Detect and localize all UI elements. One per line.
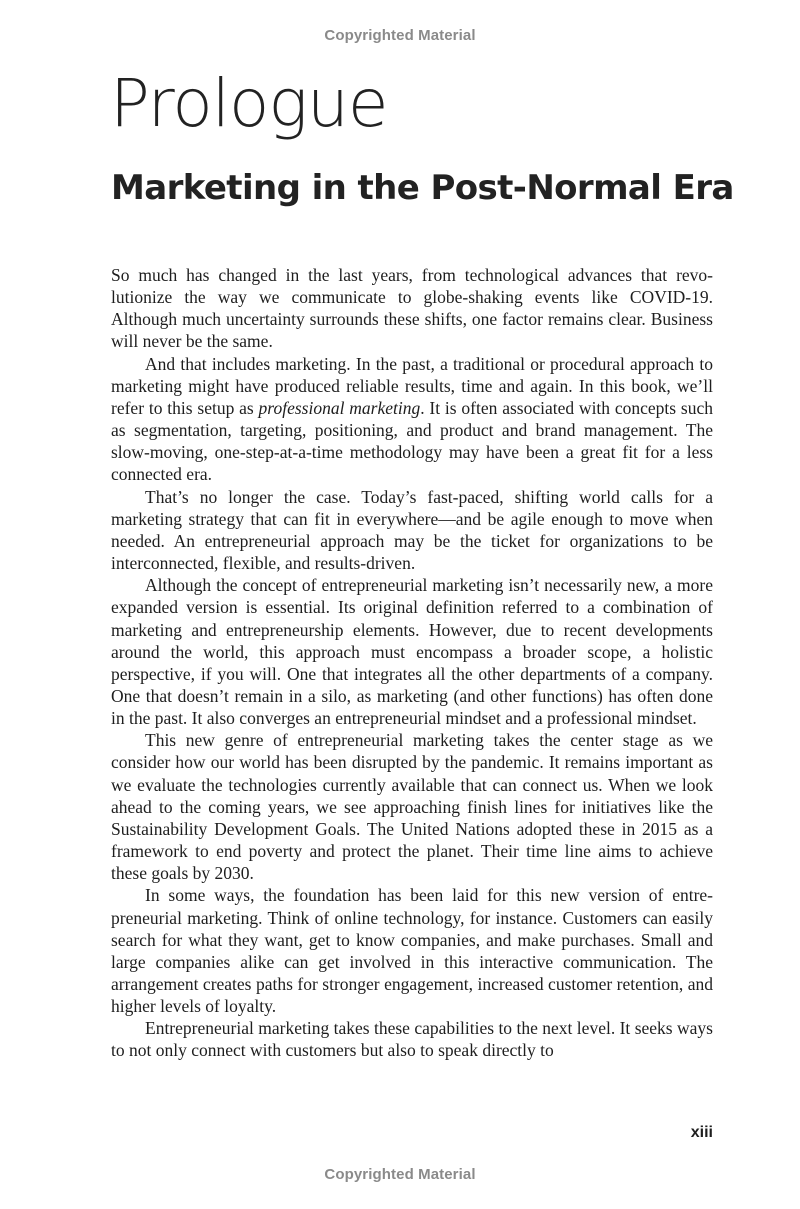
body-text bbox=[111, 264, 713, 1062]
page-number: xiii bbox=[690, 1124, 713, 1141]
paragraph-7: Entrepreneurial marketing takes these capabilities to the next level. It seeks ways to not only connect with customers but also to speak directly to bbox=[111, 1018, 713, 1061]
paragraph-5: This new genre of entrepreneurial marketing takes the center stage as we consider how our world has been disrupted by the pandemic. It remains important as we evaluate the technologies currently available that can connect us. When we look ahead to the coming years, we see approaching finish lines for initiatives like the Sustainability Development Goals. The United Nations adopted these in 2015 as a framework to end poverty and protect the planet. Their time line aims to achieve these goals by 2030. bbox=[111, 730, 713, 884]
chapter-subtitle: Marketing in the Post-Normal Era bbox=[111, 168, 734, 208]
chapter-title: Prologue bbox=[110, 65, 388, 142]
copyright-watermark-top: Copyrighted Material bbox=[324, 27, 476, 44]
paragraph-2 bbox=[111, 353, 713, 486]
copyright-watermark-bottom: Copyrighted Material bbox=[324, 1166, 476, 1183]
paragraph-6: In some ways, the foundation has been laid for this new version of entrepreneurial marketing. Think of online technology, for instance. Customers can easily search for what they want, get to know companies, and make purchases. Small and large companies alike can get involved in this interactive communication. The arrangement creates paths for stronger engagement, increased customer retention, and higher levels of loyalty. bbox=[111, 885, 713, 1017]
paragraph-2-text-after: . It is often associated with concepts such as segmentation, targeting, positioning, and product and brand management. The slow-moving, one-step-at-a-time methodology may have been a great fit for a less connected era. bbox=[111, 397, 713, 485]
paragraph-1: So much has changed in the last years, from technological advances that revolutionize the way we communicate to globe-shaking events like COVID-19. Although much uncertainty surrounds these shifts, one factor remains clear. Business will never be the same. bbox=[111, 265, 713, 352]
paragraph-2-text-before: And that includes marketing. In the past, a traditional or procedural approach to marketing might have produced reliable results, time and again. In this book, we’ll refer to this setup as bbox=[111, 353, 713, 418]
paragraph-4: Although the concept of entrepreneurial marketing isn’t necessarily new, a more expanded version is essential. Its original definition referred to a combination of marketing and entrepreneurship elements. However, due to recent developments around the world, this approach must encompass a broader scope, a holistic perspective, if you will. One that integrates all the other departments of a company. One that doesn’t remain in a silo, as marketing (and other functions) has often done in the past. It also converges an entrepreneurial mindset and a professional mindset. bbox=[111, 575, 713, 729]
paragraph-3: That’s no longer the case. Today’s fast-paced, shifting world calls for a marketing strategy that can fit in everywhere—and be agile enough to move when needed. An entrepreneurial approach may be the ticket for organizations to be interconnected, flexible, and results-driven. bbox=[111, 486, 713, 574]
paragraph-2-emphasis: professional marketing bbox=[258, 397, 421, 418]
